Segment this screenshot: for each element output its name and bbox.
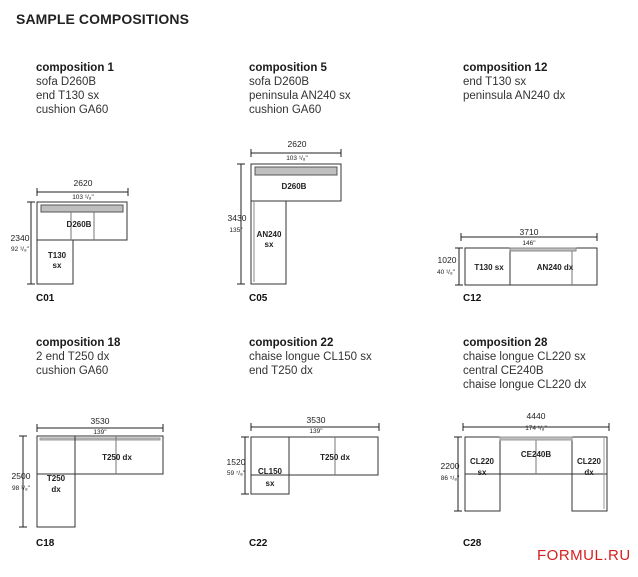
component-line: chaise longue CL220 sx bbox=[463, 351, 586, 363]
component-line: peninsula AN240 sx bbox=[249, 90, 351, 102]
module-label: CL150 bbox=[257, 467, 283, 476]
module-label: D260B bbox=[66, 220, 92, 229]
component-line: central CE240B bbox=[463, 365, 544, 377]
composition-code: C18 bbox=[36, 538, 55, 549]
component-line: 2 end T250 dx bbox=[36, 351, 110, 363]
dimension-width-mm: 2620 bbox=[73, 178, 93, 188]
dimension-depth-mm: 2500 bbox=[11, 471, 31, 481]
dimension-depth-in: 40 ¹/₈" bbox=[436, 269, 456, 276]
dimension-width-mm: 4440 bbox=[526, 411, 546, 421]
module-label: T130 sx bbox=[474, 263, 504, 272]
module-label: T250 bbox=[46, 474, 66, 483]
dimension-depth-mm: 3430 bbox=[227, 213, 247, 223]
module-label: CE240B bbox=[520, 450, 552, 459]
composition-1-drawing bbox=[27, 188, 128, 284]
page-heading: SAMPLE COMPOSITIONS bbox=[16, 11, 190, 27]
component-line: chaise longue CL220 dx bbox=[463, 379, 587, 391]
dimension-depth-in: 86 ⁵/₈" bbox=[440, 475, 460, 482]
composition-18-drawing bbox=[19, 424, 163, 527]
dimension-depth-in: 59 ⁷/₈" bbox=[226, 470, 246, 477]
component-line: end T130 sx bbox=[463, 76, 527, 88]
composition-code: C28 bbox=[463, 538, 482, 549]
component-line: cushion GA60 bbox=[36, 365, 109, 377]
module-label: D260B bbox=[281, 182, 307, 191]
module-label: T250 dx bbox=[102, 453, 132, 462]
dimension-width-mm: 2620 bbox=[287, 139, 307, 149]
watermark-brand: FORMUL.RU bbox=[537, 547, 631, 564]
module-label: T250 dx bbox=[320, 453, 350, 462]
dimension-depth-in: 92 ¹/₈" bbox=[10, 246, 30, 253]
composition-title: composition 1 bbox=[36, 62, 114, 74]
composition-code: C22 bbox=[249, 538, 268, 549]
component-line: sofa D260B bbox=[36, 76, 97, 88]
dimension-width-in: 103 ¹/₈" bbox=[72, 194, 94, 201]
composition-title: composition 12 bbox=[463, 62, 548, 74]
composition-title: composition 18 bbox=[36, 337, 121, 349]
composition-title: composition 22 bbox=[249, 337, 334, 349]
module-label: T130 bbox=[47, 251, 67, 260]
component-line: end T250 dx bbox=[249, 365, 313, 377]
composition-code: C05 bbox=[249, 293, 268, 304]
dimension-width-in: 174 ¹/₈" bbox=[525, 425, 547, 432]
dimension-width-in: 146" bbox=[522, 240, 536, 247]
dimension-width-in: 139" bbox=[309, 428, 323, 435]
module-label: sx bbox=[265, 479, 275, 488]
module-label: dx bbox=[584, 468, 594, 477]
module-label: sx bbox=[477, 468, 487, 477]
dimension-depth-in: 135" bbox=[229, 227, 243, 234]
dimension-depth-in: 98 ³/₈" bbox=[11, 485, 31, 492]
module-label: dx bbox=[51, 485, 61, 494]
composition-5-drawing bbox=[237, 149, 341, 284]
module-label: CL220 bbox=[576, 457, 602, 466]
component-line: cushion GA60 bbox=[36, 104, 109, 116]
component-line: cushion GA60 bbox=[249, 104, 322, 116]
component-line: chaise longue CL150 sx bbox=[249, 351, 372, 363]
dimension-depth-mm: 2340 bbox=[10, 233, 30, 243]
module-label: AN240 bbox=[256, 230, 282, 239]
component-line: peninsula AN240 dx bbox=[463, 90, 566, 102]
composition-title: composition 5 bbox=[249, 62, 327, 74]
composition-code: C01 bbox=[36, 293, 55, 304]
dimension-depth-mm: 2200 bbox=[440, 461, 460, 471]
dimension-width-mm: 3710 bbox=[519, 227, 539, 237]
dimension-depth-mm: 1520 bbox=[226, 457, 246, 467]
module-label: sx bbox=[52, 261, 62, 270]
module-label: CL220 bbox=[469, 457, 495, 466]
dimension-width-in: 139" bbox=[93, 429, 107, 436]
dimension-width-in: 103 ¹/₈" bbox=[286, 155, 308, 162]
dimension-width-mm: 3530 bbox=[90, 416, 110, 426]
module-label: AN240 dx bbox=[536, 263, 574, 272]
component-line: sofa D260B bbox=[249, 76, 310, 88]
dimension-width-mm: 3530 bbox=[306, 415, 326, 425]
composition-title: composition 28 bbox=[463, 337, 548, 349]
dimension-depth-mm: 1020 bbox=[437, 255, 457, 265]
composition-28-drawing bbox=[454, 423, 609, 511]
component-line: end T130 sx bbox=[36, 90, 100, 102]
module-label: sx bbox=[264, 240, 274, 249]
composition-code: C12 bbox=[463, 293, 482, 304]
